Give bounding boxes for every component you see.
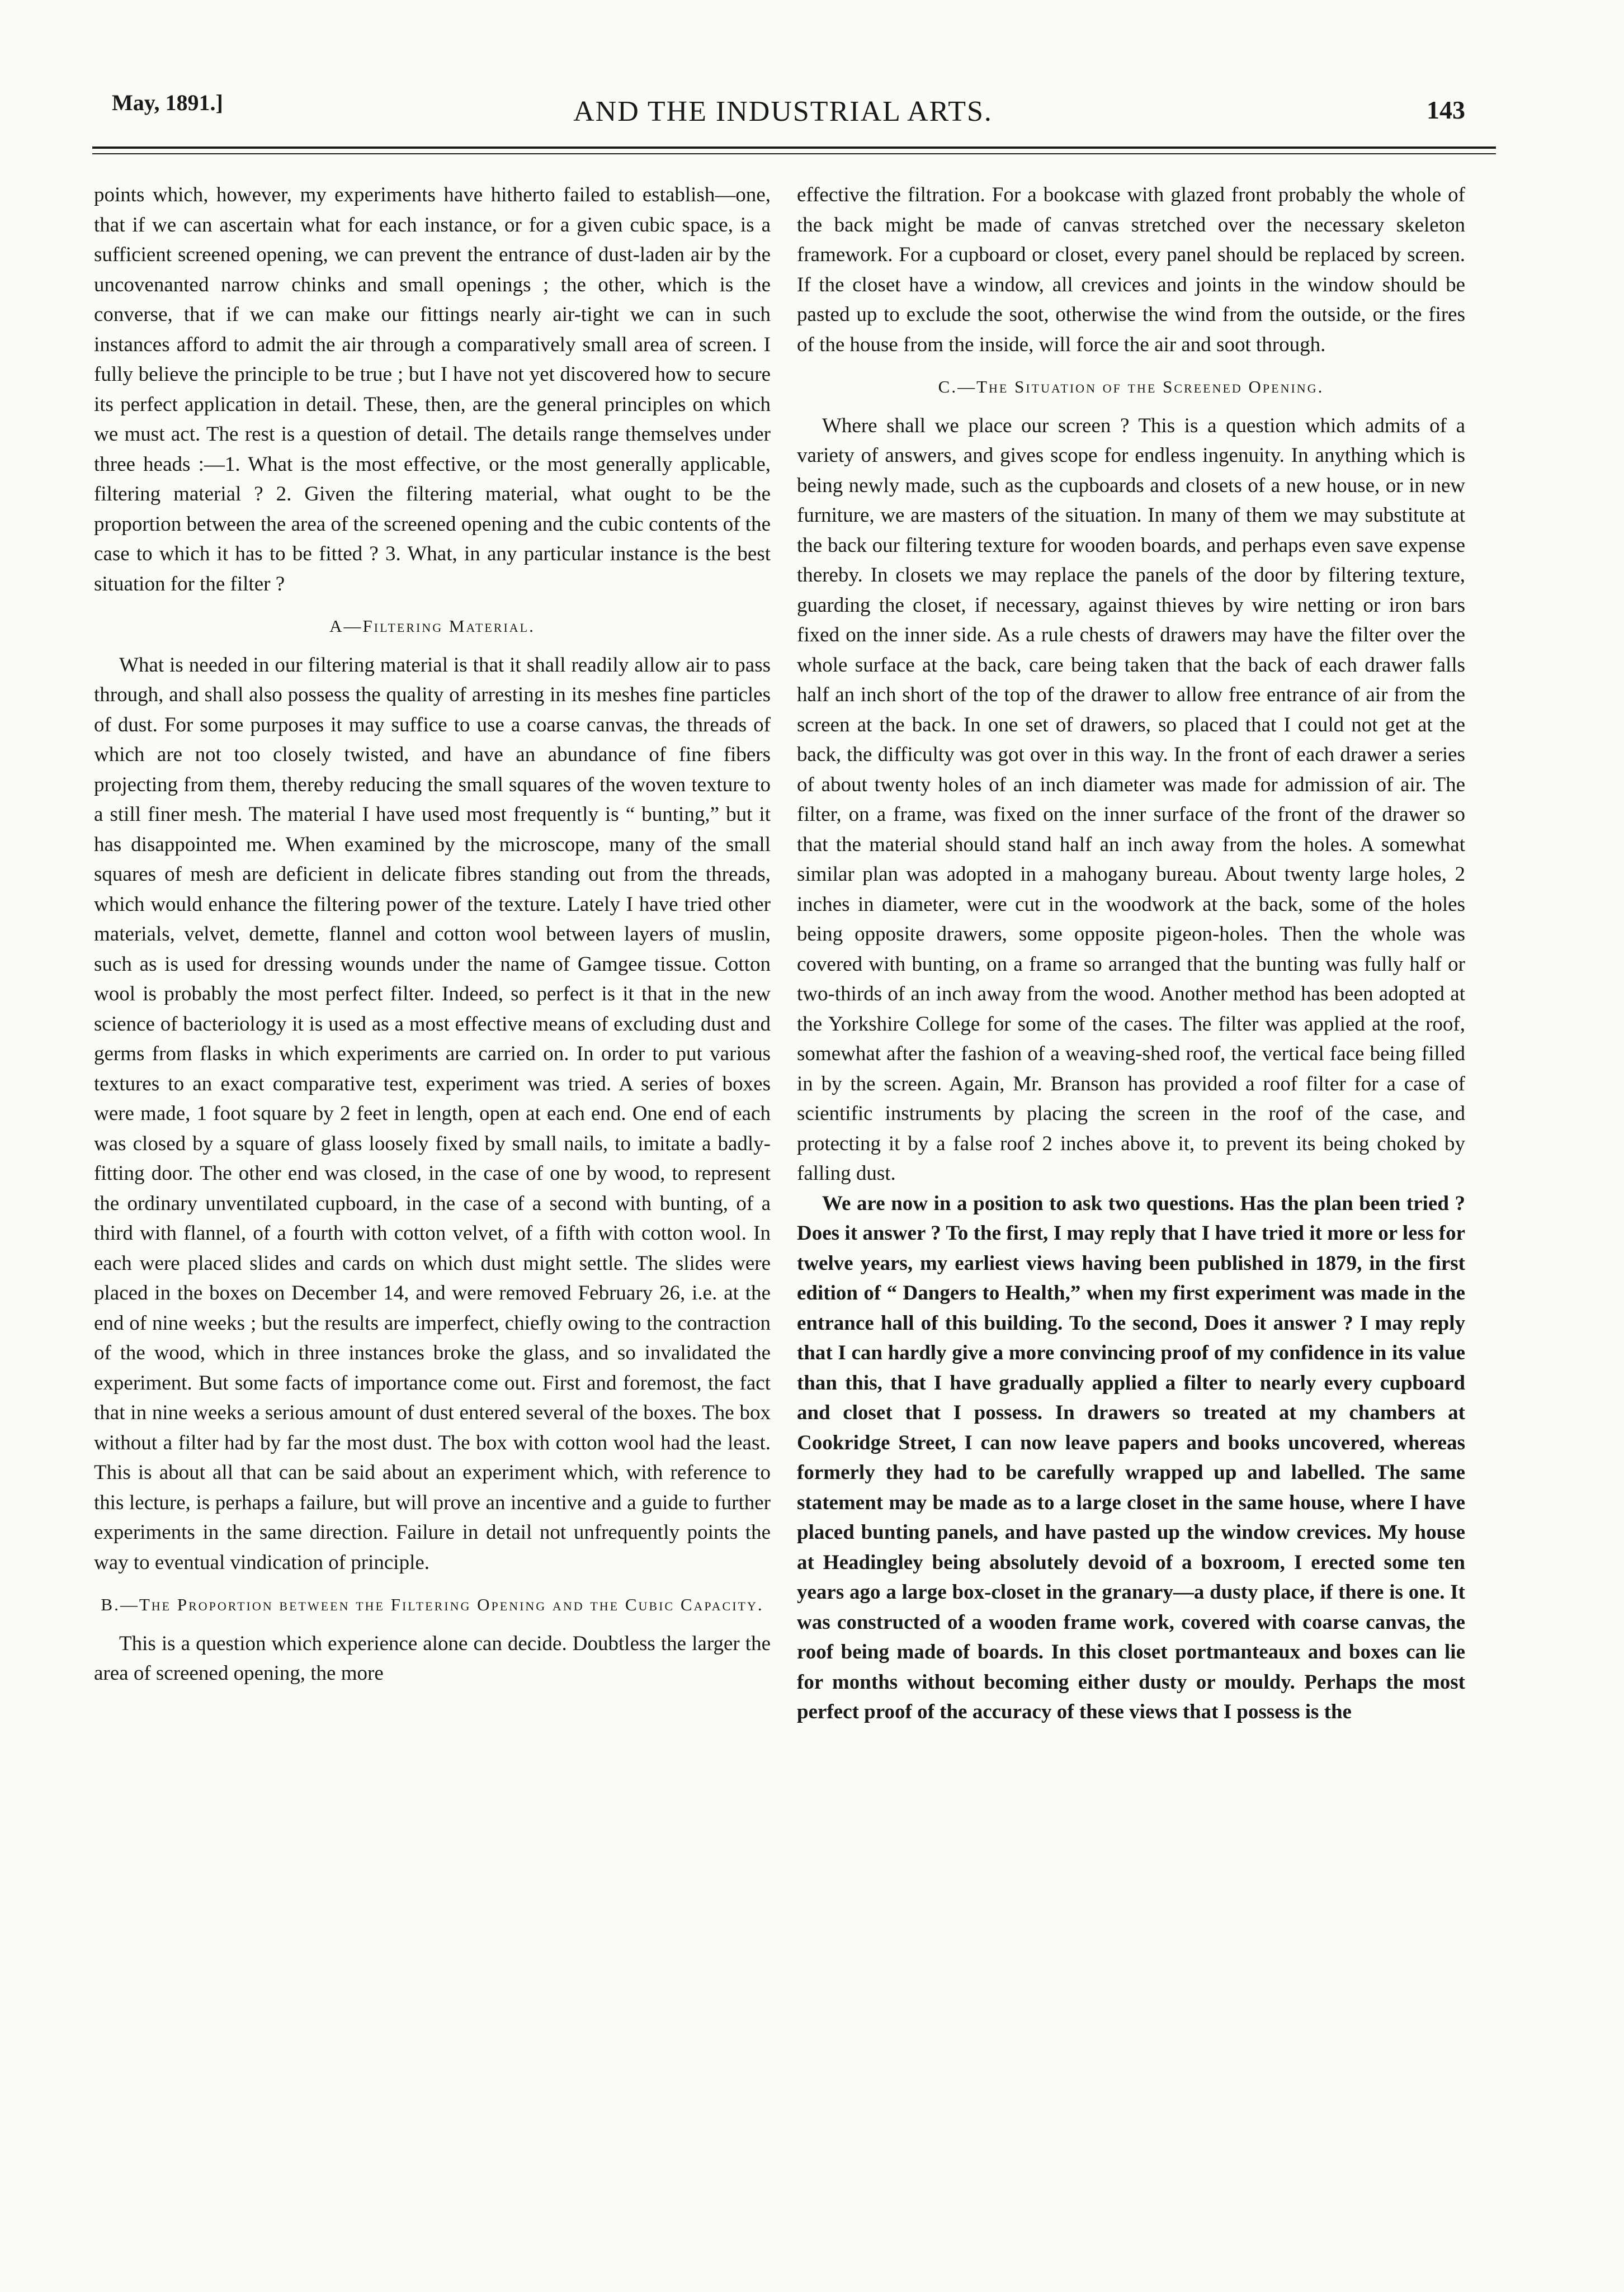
header-date: May, 1891.]: [112, 90, 223, 115]
left-column: [94, 180, 771, 1689]
right-column: [797, 180, 1465, 1727]
section-heading-c: C.—The Situation of the Screened Opening.: [938, 377, 1324, 396]
paragraph: What is needed in our filtering material is that it shall readily allow air to pass through, and shall also possess the quality of arresting in its meshes fine particles of dust. For some purposes it may suffice to use a coarse canvas, the threads of which are not too closely twisted, and have an abundance of fine fibers projecting from them, thereby reducing the small squares of the woven texture to a still finer mesh. The material I have used most frequently is “ bunting,” but it has disappointed me. When examined by the microscope, many of the small squares of mesh are deficient in delicate fibres standing out from the threads, which would enhance the filtering power of the texture. Lately I have tried other materials, velvet, demette, flannel and cotton wool between layers of muslin, such as is used for dressing wounds under the name of Gamgee tissue. Cotton wool is probably the most perfect filter. Indeed, so perfect is it that in the new science of bacteriology it is used as a most effective means of excluding dust and germs from flasks in which experiments are carried on. In order to put various textures to an exact comparative test, experiment was tried. A series of boxes were made, 1 foot square by 2 feet in length, open at each end. One end of each was closed by a square of glass loosely fixed by small nails, to imitate a badly-fitting door. The other end was closed, in the case of one by wood, to represent the ordinary unventilated cupboard, in the case of a second with bunting, of a third with flannel, of a fourth with cotton velvet, of a fifth with cotton wool. In each were placed slides and cards on which dust might settle. The slides were placed in the boxes on December 14, and were removed February 26, i.e. at the end of nine weeks ; but the results are imperfect, chiefly owing to the contraction of the wood, which in three instances broke the glass, and so invalidated the experiment. But some facts of importance come out. First and foremost, the fact that in nine weeks a serious amount of dust entered several of the boxes. The box without a filter had by far the most dust. The box with cotton wool had the least. This is about all that can be said about an experiment which, with reference to this lecture, is perhaps a failure, but will prove an incentive and a guide to further experiments in the same direction. Failure in detail not unfrequently points the way to eventual vindication of principle.: [94, 653, 771, 1574]
paragraph: Where shall we place our screen ? This is a question which admits of a variety of answers, and gives scope for endless ingenuity. In anything which is being newly made, such as the cupboards and closets of a new house, or in new furniture, we are masters of the situation. In many of them we may substitute at the back our filtering texture for wooden boards, and perhaps even save expense thereby. In closets we may replace the panels of the door by filtering texture, guarding the closet, if necessary, against thieves by wire netting or iron bars fixed on the inner side. As a rule chests of drawers may have the filter over the whole surface at the back, care being taken that the back of each drawer falls half an inch short of the top of the drawer to allow free entrance of air from the screen at the back. In one set of drawers, so placed that I could not get at the back, the difficulty was got over in this way. In the front of each drawer a series of about twenty holes of an inch diameter was made for admission of air. The filter, on a frame, was fixed on the inner surface of the front of the drawer so that the material should stand half an inch away from the holes. A somewhat similar plan was adopted in a mahogany bureau. About twenty large holes, 2 inches in diameter, were cut in the woodwork at the back, some of the holes being opposite drawers, some opposite pigeon-holes. Then the whole was covered with bunting, on a frame so arranged that the bunting was fully half or two-thirds of an inch away from the wood. Another method has been adopted at the Yorkshire College for some of the cases. The filter was applied at the roof, somewhat after the fashion of a weaving-shed roof, the vertical face being filled in by the screen. Again, Mr. Branson has provided a roof filter for a case of scientific instruments by placing the screen in the roof of the case, and protecting it by a false roof 2 inches above it, to prevent its being choked by falling dust.: [797, 414, 1465, 1185]
paragraph: effective the filtration. For a bookcase with glazed front probably the whole of the back might be made of canvas stretched over the necessary skeleton framework. For a cupboard or closet, every panel should be replaced by screen. If the closet have a window, all crevices and joints in the window should be pasted up to exclude the soot, otherwise the wind from the outside, or the fires of the house from the inside, will force the air and soot through.: [797, 183, 1465, 356]
header-title: AND THE INDUSTRIAL ARTS.: [573, 96, 993, 127]
paragraph: points which, however, my experiments have hitherto failed to establish—one, that if we can ascertain what for each instance, or for a given cubic space, is a sufficient screened opening, we can prevent the entrance of dust-laden air by the uncovenanted narrow chinks and small openings ; the other, which is the converse, that if we can make our fittings nearly air-tight we can in such instances afford to admit the air through a comparatively small area of screen. I fully believe the principle to be true ; but I have not yet discovered how to secure its perfect application in detail. These, then, are the general principles on which we must act. The rest is a question of detail. The details range themselves under three heads :—1. What is the most effective, or the most generally applicable, filtering material ? 2. Given the filtering material, what ought to be the proportion between the area of the screened opening and the cubic contents of the case to which it has to be fitted ? 3. What, in any particular instance is the best situation for the filter ?: [94, 183, 771, 596]
running-header: [84, 81, 1482, 137]
paragraph: This is a question which experience alone can decide. Doubtless the larger the area of screened opening, the more: [94, 1632, 771, 1685]
header-rule-thick: [92, 147, 1496, 149]
header-rule-thin: [92, 153, 1496, 154]
page-number: 143: [1427, 96, 1465, 124]
paragraph: We are now in a position to ask two questions. Has the plan been tried ? Does it answer ? To the first, I may reply that I have tried it more or less for twelve years, my earliest views having been published in 1879, in the first edition of “ Dangers to Health,” when my first experiment was made in the entrance hall of this building. To the second, Does it answer ? I may reply that I can hardly give a more convincing proof of my confidence in its value than this, that I have gradually applied a filter to nearly every cupboard and closet that I possess. In drawers so treated at my chambers at Cookridge Street, I can now leave papers and books uncovered, whereas formerly they had to be carefully wrapped up and labelled. The same statement may be made as to a large closet in the same house, where I have placed bunting panels, and have pasted up the window crevices. My house at Headingley being absolutely devoid of a boxroom, I erected some ten years ago a large box-closet in the granary—a dusty place, if there is one. It was constructed of a wooden frame work, covered with coarse canvas, the roof being made of boards. In this closet portmanteaux and boxes can lie for months without becoming either dusty or mouldy. Perhaps the most perfect proof of the accuracy of these views that I possess is the: [797, 1192, 1465, 1723]
section-heading-b: B.—The Proportion between the Filtering Opening and the Cubic Capacity.: [101, 1595, 764, 1614]
section-heading-a: A—Filtering Material.: [329, 616, 535, 636]
